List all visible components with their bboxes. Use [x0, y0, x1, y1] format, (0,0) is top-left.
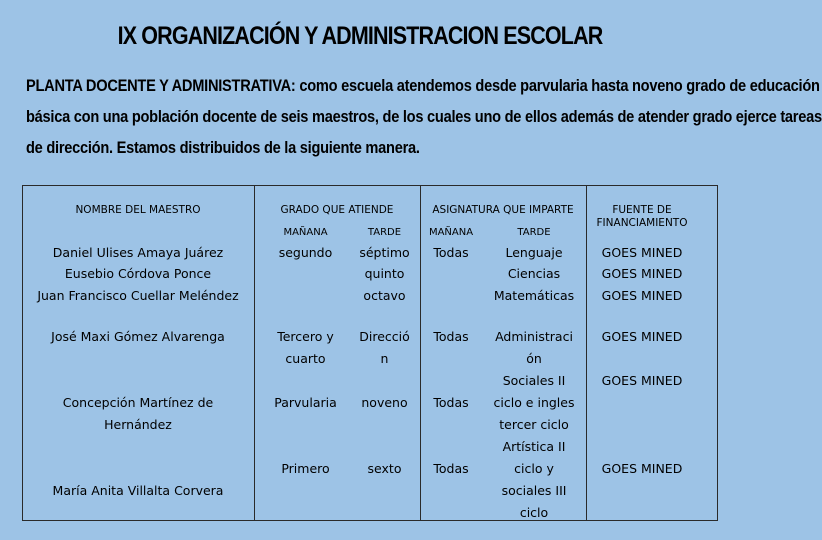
subject-morning: Todas [433, 245, 469, 260]
teacher-name: Hernández [104, 417, 172, 432]
intro-paragraph [26, 70, 822, 163]
teacher-name: Juan Francisco Cuellar Meléndez [37, 288, 239, 303]
grade-afternoon: séptimo [359, 245, 410, 260]
grade-morning: segundo [278, 245, 333, 260]
funding-source: GOES MINED [601, 373, 683, 388]
header-subject-morning: MAÑANA [428, 227, 474, 238]
teacher-name: Eusebio Córdova Ponce [64, 266, 212, 281]
header-funding: FUENTE DE FINANCIAMIENTO [596, 204, 688, 229]
subject-afternoon: ciclo e ingles [493, 395, 575, 410]
header-subject: ASIGNATURA QUE IMPARTE [432, 204, 574, 216]
grade-afternoon: noveno [361, 395, 408, 410]
intro-line-1 [26, 70, 820, 101]
subject-afternoon: Matemáticas [493, 288, 575, 303]
subject-afternoon: ciclo y [514, 461, 554, 476]
subject-morning: Todas [433, 395, 469, 410]
intro-line-1-rest: como escuela atendemos desde parvularia hasta noveno grado de educación [295, 76, 820, 95]
grade-morning: cuarto [285, 351, 326, 366]
header-teacher: NOMBRE DEL MAESTRO [75, 204, 201, 216]
grade-afternoon: sexto [367, 461, 402, 476]
subject-morning: Todas [433, 461, 469, 476]
grade-afternoon: octavo [363, 288, 406, 303]
intro-line-2: básica con una población docente de seis maestros, de los cuales uno de ellos además de atender grado ejerce tareas [26, 107, 822, 126]
subject-afternoon: sociales III [501, 483, 567, 498]
subject-afternoon: ón [526, 351, 542, 366]
header-grade: GRADO QUE ATIENDE [280, 204, 394, 216]
intro-line-3: de dirección. Estamos distribuidos de la siguiente manera. [26, 138, 420, 157]
teacher-name: Concepción Martínez de [62, 395, 214, 410]
subject-afternoon: Lenguaje [505, 245, 563, 260]
page-title: IX ORGANIZACIÓN Y ADMINISTRACION ESCOLAR [117, 22, 603, 50]
header-subject-afternoon: TARDE [517, 227, 551, 238]
subject-afternoon: Ciencias [507, 266, 561, 281]
grade-morning: Primero [281, 461, 330, 476]
teacher-name: José Maxi Gómez Alvarenga [51, 329, 225, 344]
teacher-name: Daniel Ulises Amaya Juárez [52, 245, 224, 260]
funding-source: GOES MINED [601, 329, 683, 344]
header-grade-afternoon: TARDE [367, 227, 402, 238]
intro-lead: PLANTA DOCENTE Y ADMINISTRATIVA: [26, 76, 296, 95]
funding-source: GOES MINED [601, 266, 683, 281]
subject-morning: Todas [433, 329, 469, 344]
subject-afternoon: Sociales II [502, 373, 566, 388]
subject-afternoon: Artística II [502, 439, 566, 454]
subject-afternoon: Administraci [495, 329, 573, 344]
header-grade-morning: MAÑANA [283, 227, 328, 238]
grade-afternoon: Direcció [359, 329, 410, 344]
funding-source: GOES MINED [601, 288, 683, 303]
grade-morning: Tercero y [277, 329, 334, 344]
funding-source: GOES MINED [601, 461, 683, 476]
subject-afternoon: ciclo [519, 505, 549, 520]
teacher-name: María Anita Villalta Corvera [52, 483, 224, 498]
grade-afternoon: quinto [364, 266, 405, 281]
grade-afternoon: n [380, 351, 389, 366]
funding-source: GOES MINED [601, 245, 683, 260]
grade-morning: Parvularia [274, 395, 337, 410]
subject-afternoon: tercer ciclo [499, 417, 569, 432]
